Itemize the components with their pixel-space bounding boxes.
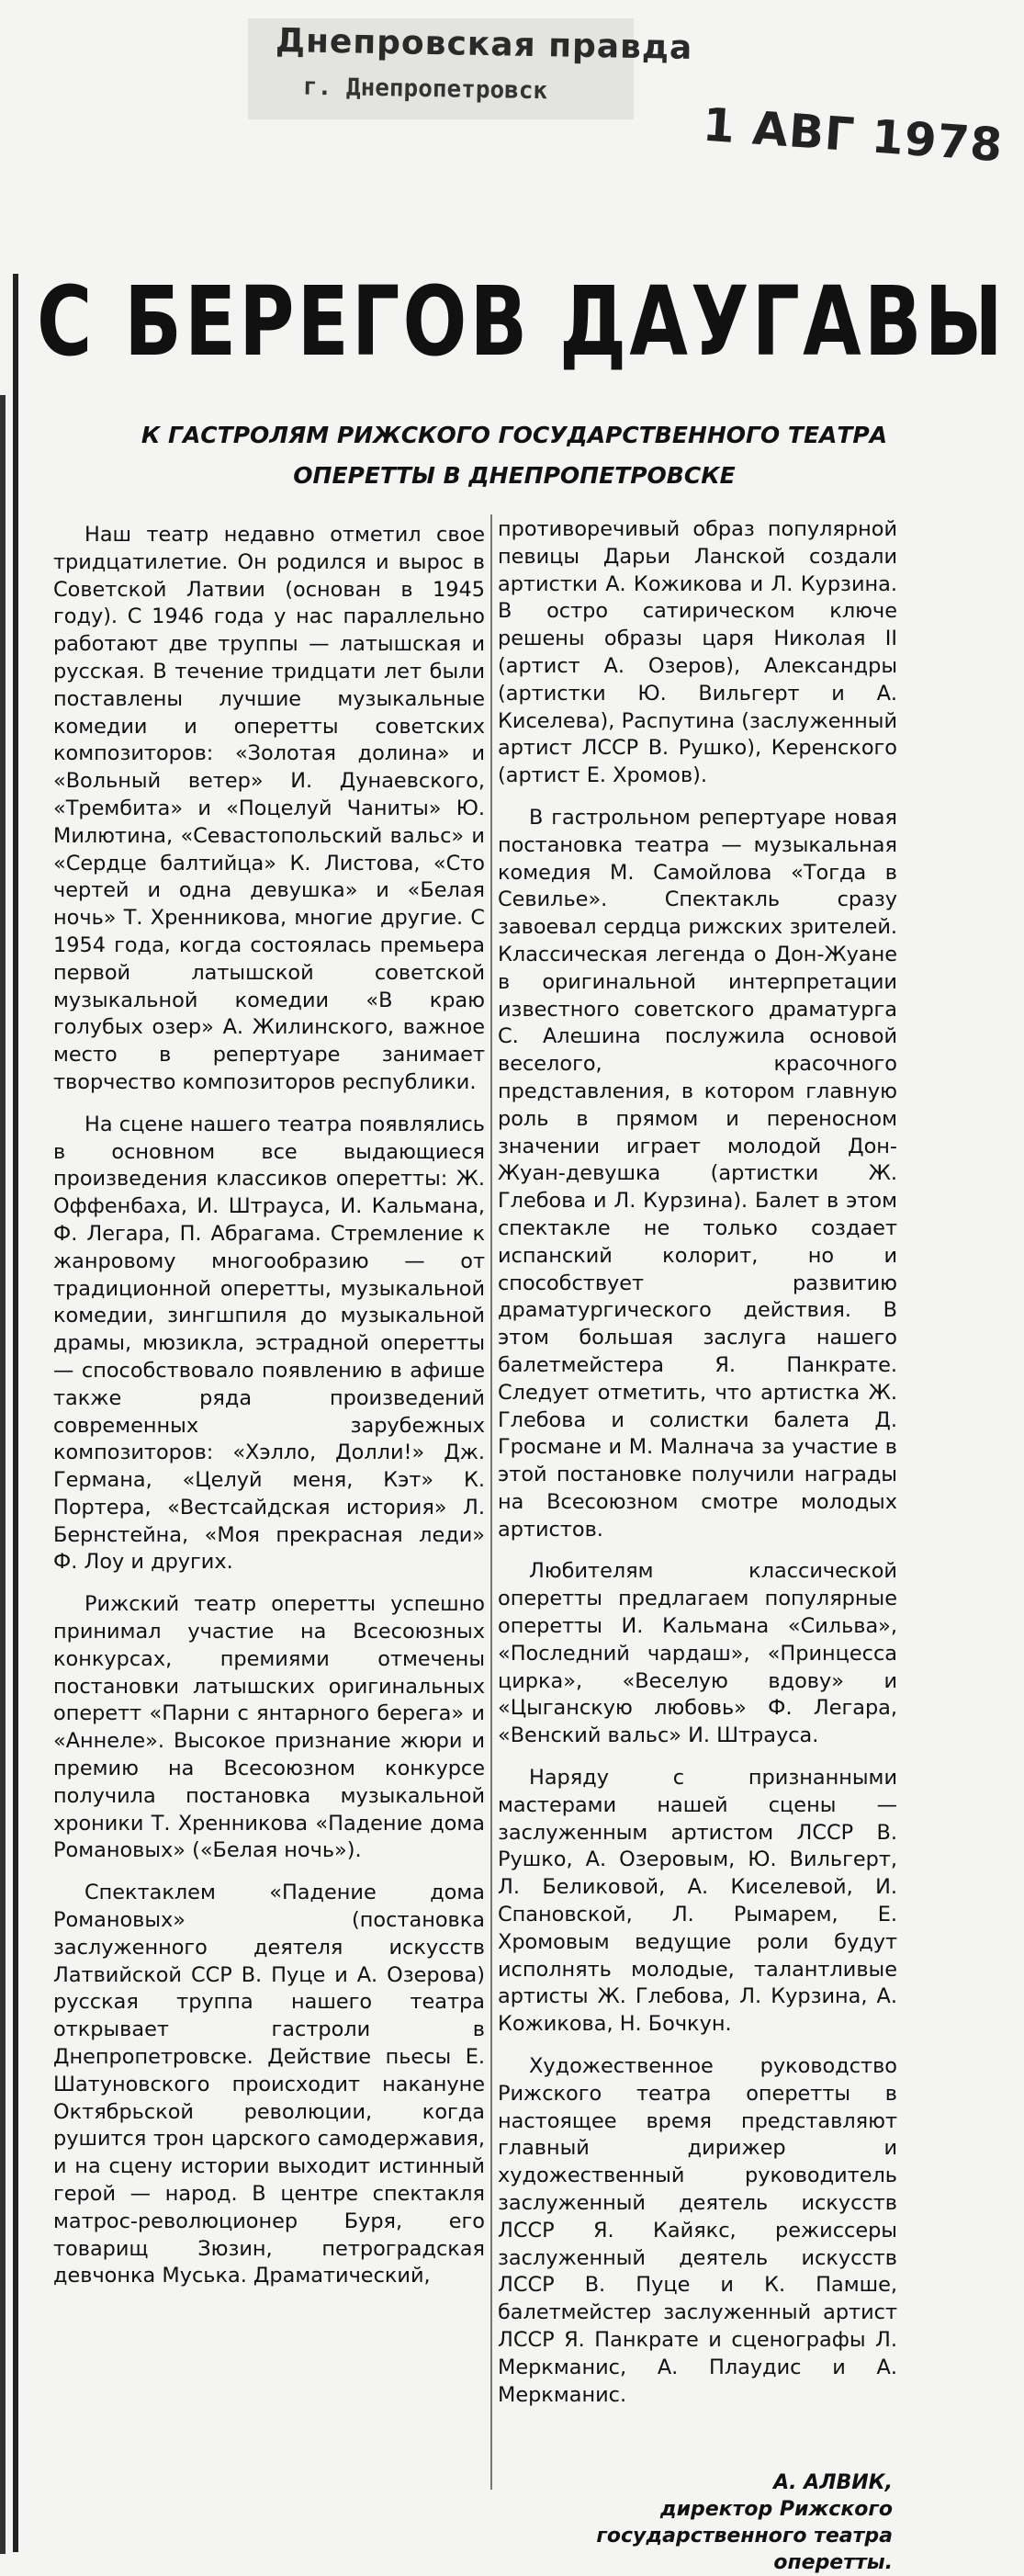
paragraph: Спектаклем «Падение дома Романовых» (постановка заслуженного деятеля искусств Латвийской ССР В. Пуце и А. Озерова) русская труппа нашего театра открывает гастроли в Днепропетровске. Действие пьесы Е. Шатуновского происходит накануне Октябрьской революции, когда рушится трон царского самодержавия, и на сцену истории выходит истинный герой — народ. В центре спектакля матрос-революционер Буря, его товарищ Зюзин, петроградская девчонка Муська. Драматический, [53,1881,485,2288]
paragraph: Наш театр недавно отметил свое тридцатилетие. Он родился и вырос в Советской Латвии (основан в 1945 году). С 1946 года у нас параллельно работают две труппы — латышская и русская. В течение тридцати лет были поставлены лучшие музыкальные комедии и оперетты советских композиторов: «Золотая долина» и «Вольный ветер» И. Дунаевского, «Трембита» и «Поцелуй Чаниты» Ю. Милютина, «Севастопольский вальс» и «Сердце балтийца» К. Листова, «Сто чертей и одна девушка» и «Белая ночь» Т. Хренникова, многие другие. С 1954 года, когда состоялась премьера первой латышской советской музыкальной комедии «В краю голубых озер» А. Жилинского, важное место в репертуаре занимает творчество композиторов республики. [53,523,485,1094]
subhead-line-1: К ГАСТРОЛЯМ РИЖСКОГО ГОСУДАРСТВЕННОГО ТЕАТРА [141,422,888,448]
paragraph: Рижский театр оперетты успешно принимал участие на Всесоюзных конкурсах, премиями отмечены постановки латышских оригинальных оперетт «Парни с янтарного берега» и «Аннеле». Высокое признание жюри и премию на Всесоюзном конкурсе получила постановка музыкальной хроники Т. Хренникова «Падение дома Романовых» («Белая ночь»). [53,1592,485,1863]
date-stamp: 1 АВГ 1978 [701,97,1006,173]
left-column [53,522,485,2305]
paragraph: Наряду с признанными мастерами нашей сцены — заслуженным артистом ЛССР В. Рушко, А. Озеровым, Ю. Вильгерт, Л. Беликовой, А. Киселевой, И. Спановской, Л. Рымарем, Е. Хромовым ведущие роли будут исполнять молодые, талантливые артисты Ж. Глебова, Л. Курзина, А. Кожикова, Н. Бочкун. [498,1766,897,2037]
article-frame-rule [13,274,18,2552]
column-divider [490,514,492,2490]
paragraph: Любителям классической оперетты предлагаем популярные оперетты И. Кальмана «Сильва», «Последний чардаш», «Принцесса цирка», «Веселую вдову» и «Цыганскую любовь» Ф. Легара, «Венский вальс» И. Штрауса. [498,1559,897,1748]
stamp-city: г. Днепропетровск [302,73,548,106]
paragraph: В гастрольном репертуаре новая постановка театра — музыкальная комедия М. Самойлова «Тогда в Севилье». Спектакль сразу завоевал сердца рижских зрителей. Классическая легенда о Дон-Жуане в оригинальной интерпретации известного советского драматурга С. Алешина послужила основой веселого, красочного представления, в котором главную роль в прямом и переносном значении играет молодой Дон-Жуан-девушка (артистки Ж. Глебова и Л. Курзина). Балет в этом спектакле не только создает испанский колорит, но и способствует развитию драматургического действия. В этом большая заслуга нашего балетмейстера Я. Панкрате. Следует отметить, что артистка Ж. Глебова и солистки балета Д. Гросмане и М. Малнача за участие в этой постановке получили награды на Всесоюзном смотре молодых артистов. [498,805,897,1542]
clipping-edge [0,395,6,2554]
article-headline: С БЕРЕГОВ ДАУГАВЫ [37,266,1006,378]
author-signature [498,2469,893,2576]
right-column [498,516,897,2423]
author-name: А. АЛВИК, [773,2471,893,2494]
article-subhead [55,415,973,496]
subhead-line-2: ОПЕРЕТТЫ В ДНЕПРОПЕТРОВСКЕ [293,462,736,489]
paragraph: противоречивый образ популярной певицы Дарьи Ланской создали артистки А. Кожикова и Л. Курзина. В остро сатирическом ключе решены образы царя Николая II (артист А. Озеров), Александры (артистки Ю. Вильгерт и А. Киселева), Распутина (заслуженный артист ЛССР В. Рушко), Керенского (артист Е. Хромов). [498,517,897,788]
author-title: директор Рижского государственного театра оперетты. [596,2498,893,2574]
paragraph: Художественное руководство Рижского театра оперетты в настоящее время представляют главный дирижер и художественный руководитель заслуженный деятель искусств ЛССР Я. Кайякс, режиссеры заслуженный деятель искусств ЛССР В. Пуце и К. Памше, балетмейстер заслуженный артист ЛССР Я. Панкрате и сценографы Л. Меркманис, А. Плаудис и А. Меркманис. [498,2054,897,2407]
paragraph: На сцене нашего театра появлялись в основном все выдающиеся произведения классиков оперетты: Ж. Оффенбаха, И. Штрауса, И. Кальмана, Ф. Легара, П. Абрагама. Стремление к жанровому многообразию — от традиционной оперетты, музыкальной комедии, зингшпиля до музыкальной драмы, мюзикла, эстрадной оперетты — способствовало появлению в афише также ряда произведений современных зарубежных композиторов: «Хэлло, Долли!» Дж. Германа, «Целуй меня, Кэт» К. Портера, «Вестсайдская история» Л. Бернстейна, «Моя прекрасная леди» Ф. Лоу и других. [53,1112,485,1575]
stamp-paper-name: Днепровская правда [275,22,693,67]
